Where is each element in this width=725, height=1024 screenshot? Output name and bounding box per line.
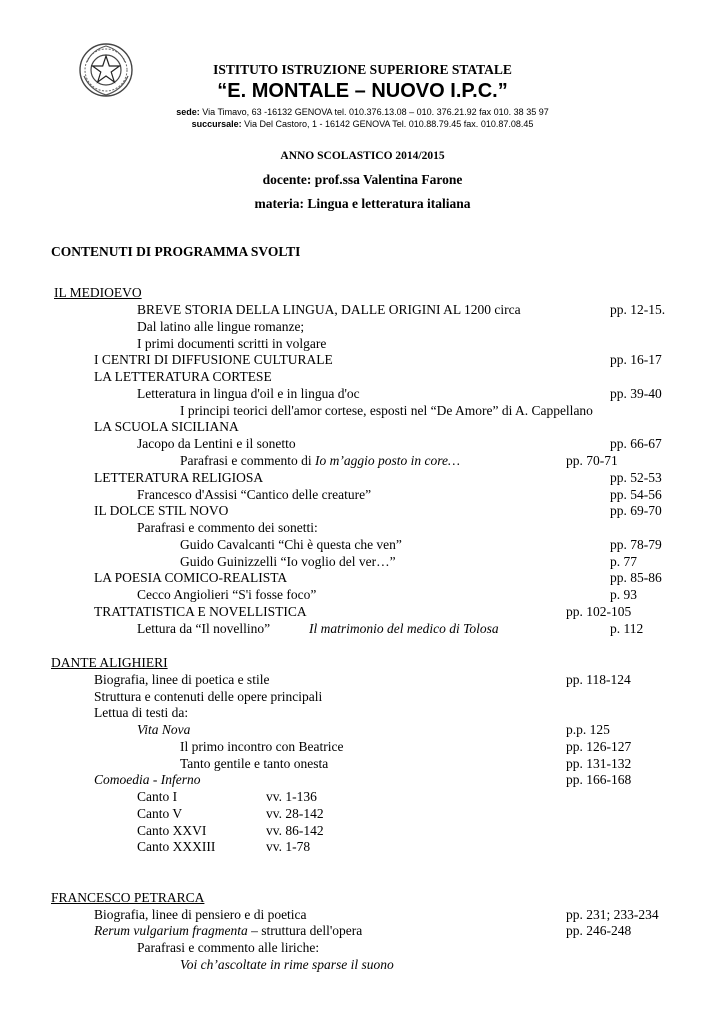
section-title: CONTENUTI DI PROGRAMMA SVOLTI [51, 244, 301, 259]
list-item: Jacopo da Lentini e il sonetto [137, 436, 296, 451]
page-ref: pp. 102-105 [566, 604, 632, 619]
item-italic: Il matrimonio del medico di Tolosa [309, 621, 499, 636]
list-item [180, 453, 460, 469]
page-ref: pp. 69-70 [610, 503, 662, 518]
page-ref: pp. 85-86 [610, 570, 662, 585]
list-item: Cecco Angiolieri “S'i fosse foco” [137, 587, 317, 602]
list-item: LA SCUOLA SICILIANA [94, 419, 239, 434]
item-italic: Rerum vulgarium fragmenta [94, 923, 248, 938]
page-ref: pp. 118-124 [566, 672, 631, 687]
page-ref: p. 77 [610, 554, 637, 569]
dante-heading: DANTE ALIGHIERI [51, 655, 168, 670]
teacher: docente: prof.ssa Valentina Farone [262, 172, 463, 187]
page-ref: pp. 12-15. [610, 302, 666, 317]
list-item: LETTERATURA RELIGIOSA [94, 470, 264, 485]
list-item: Voi ch’ascoltate in rime sparse il suono [180, 957, 394, 972]
sede-line [0, 107, 725, 117]
page-ref: pp. 16-17 [610, 352, 662, 367]
page-ref: pp. 166-168 [566, 772, 632, 787]
item-text: – struttura dell'opera [247, 923, 363, 938]
school-year: ANNO SCOLASTICO 2014/2015 [280, 150, 445, 162]
canto-label: Canto XXVI [137, 823, 207, 838]
page-ref: pp. 66-67 [610, 436, 662, 451]
list-item: Parafrasi e commento dei sonetti: [137, 520, 318, 535]
canto-label: Canto V [137, 806, 183, 821]
list-item: Biografia, linee di poetica e stile [94, 672, 270, 687]
subject: materia: Lingua e letteratura italiana [254, 196, 471, 211]
page-ref: pp. 78-79 [610, 537, 662, 552]
list-item: TRATTATISTICA E NOVELLISTICA [94, 604, 307, 619]
list-item: LA LETTERATURA CORTESE [94, 369, 272, 384]
page-ref: pp. 70-71 [566, 453, 618, 468]
list-item: Struttura e contenuti delle opere principali [94, 689, 323, 704]
list-item: Guido Guinizzelli “Io voglio del ver…” [180, 554, 396, 569]
list-item: Il primo incontro con Beatrice [180, 739, 344, 754]
page-ref: pp. 231; 233-234 [566, 907, 659, 922]
page-ref: pp. 131-132 [566, 756, 632, 771]
page-ref: pp. 126-127 [566, 739, 632, 754]
list-item: I primi documenti scritti in volgare [137, 336, 327, 351]
page-ref: p. 112 [610, 621, 644, 636]
list-item: Lettura da “Il novellino” [137, 621, 271, 636]
page-ref: pp. 246-248 [566, 923, 632, 938]
list-item: Tanto gentile e tanto onesta [180, 756, 329, 771]
list-item: IL DOLCE STIL NOVO [94, 503, 229, 518]
school-name: “E. MONTALE – NUOVO I.P.C.” [217, 80, 508, 102]
list-item: Vita Nova [137, 722, 191, 737]
item-italic: Io m’aggio posto in core… [314, 453, 460, 468]
succursale-line [0, 119, 725, 129]
institute-title: ISTITUTO ISTRUZIONE SUPERIORE STATALE [213, 62, 512, 77]
page-ref: pp. 39-40 [610, 386, 662, 401]
list-item: Letteratura in lingua d'oil e in lingua d'oc [137, 386, 360, 401]
page-ref: p.p. 125 [566, 722, 610, 737]
item-text: Parafrasi e commento di [180, 453, 315, 468]
list-item: Francesco d'Assisi “Cantico delle creature” [137, 487, 372, 502]
list-item [94, 923, 362, 939]
canto-verses: vv. 28-142 [266, 806, 324, 821]
page-ref: pp. 52-53 [610, 470, 662, 485]
succursale-label: succursale: [191, 119, 242, 129]
page-ref: pp. 54-56 [610, 487, 662, 502]
canto-verses: vv. 86-142 [266, 823, 324, 838]
list-item: Biografia, linee di pensiero e di poetica [94, 907, 307, 922]
sede-label: sede: [176, 107, 200, 117]
sede-text: Via Timavo, 63 -16132 GENOVA tel. 010.376.13.08 – 010. 376.21.92 fax 010. 38 35 97 [202, 107, 549, 117]
canto-label: Canto XXXIII [137, 839, 216, 854]
succursale-text: Via Del Castoro, 1 - 16142 GENOVA Tel. 010.88.79.45 fax. 010.87.08.45 [244, 119, 534, 129]
list-item: BREVE STORIA DELLA LINGUA, DALLE ORIGINI AL 1200 circa [137, 302, 521, 317]
petrarca-heading: FRANCESCO PETRARCA [51, 890, 205, 905]
list-item: I principi teorici dell'amor cortese, esposti nel “De Amore” di A. Cappellano [180, 403, 593, 418]
medioevo-heading: IL MEDIOEVO [54, 285, 142, 300]
canto-verses: vv. 1-136 [266, 789, 317, 804]
page-ref: p. 93 [610, 587, 637, 602]
canto-label: Canto I [137, 789, 178, 804]
list-item: Guido Cavalcanti “Chi è questa che ven” [180, 537, 402, 552]
list-item: Comoedia - Inferno [94, 772, 201, 787]
list-item: Parafrasi e commento alle liriche: [137, 940, 320, 955]
list-item: I CENTRI DI DIFFUSIONE CULTURALE [94, 352, 333, 367]
canto-verses: vv. 1-78 [266, 839, 311, 854]
list-item: Lettua di testi da: [94, 705, 189, 720]
list-item: LA POESIA COMICO-REALISTA [94, 570, 288, 585]
list-item: Dal latino alle lingue romanze; [137, 319, 305, 334]
